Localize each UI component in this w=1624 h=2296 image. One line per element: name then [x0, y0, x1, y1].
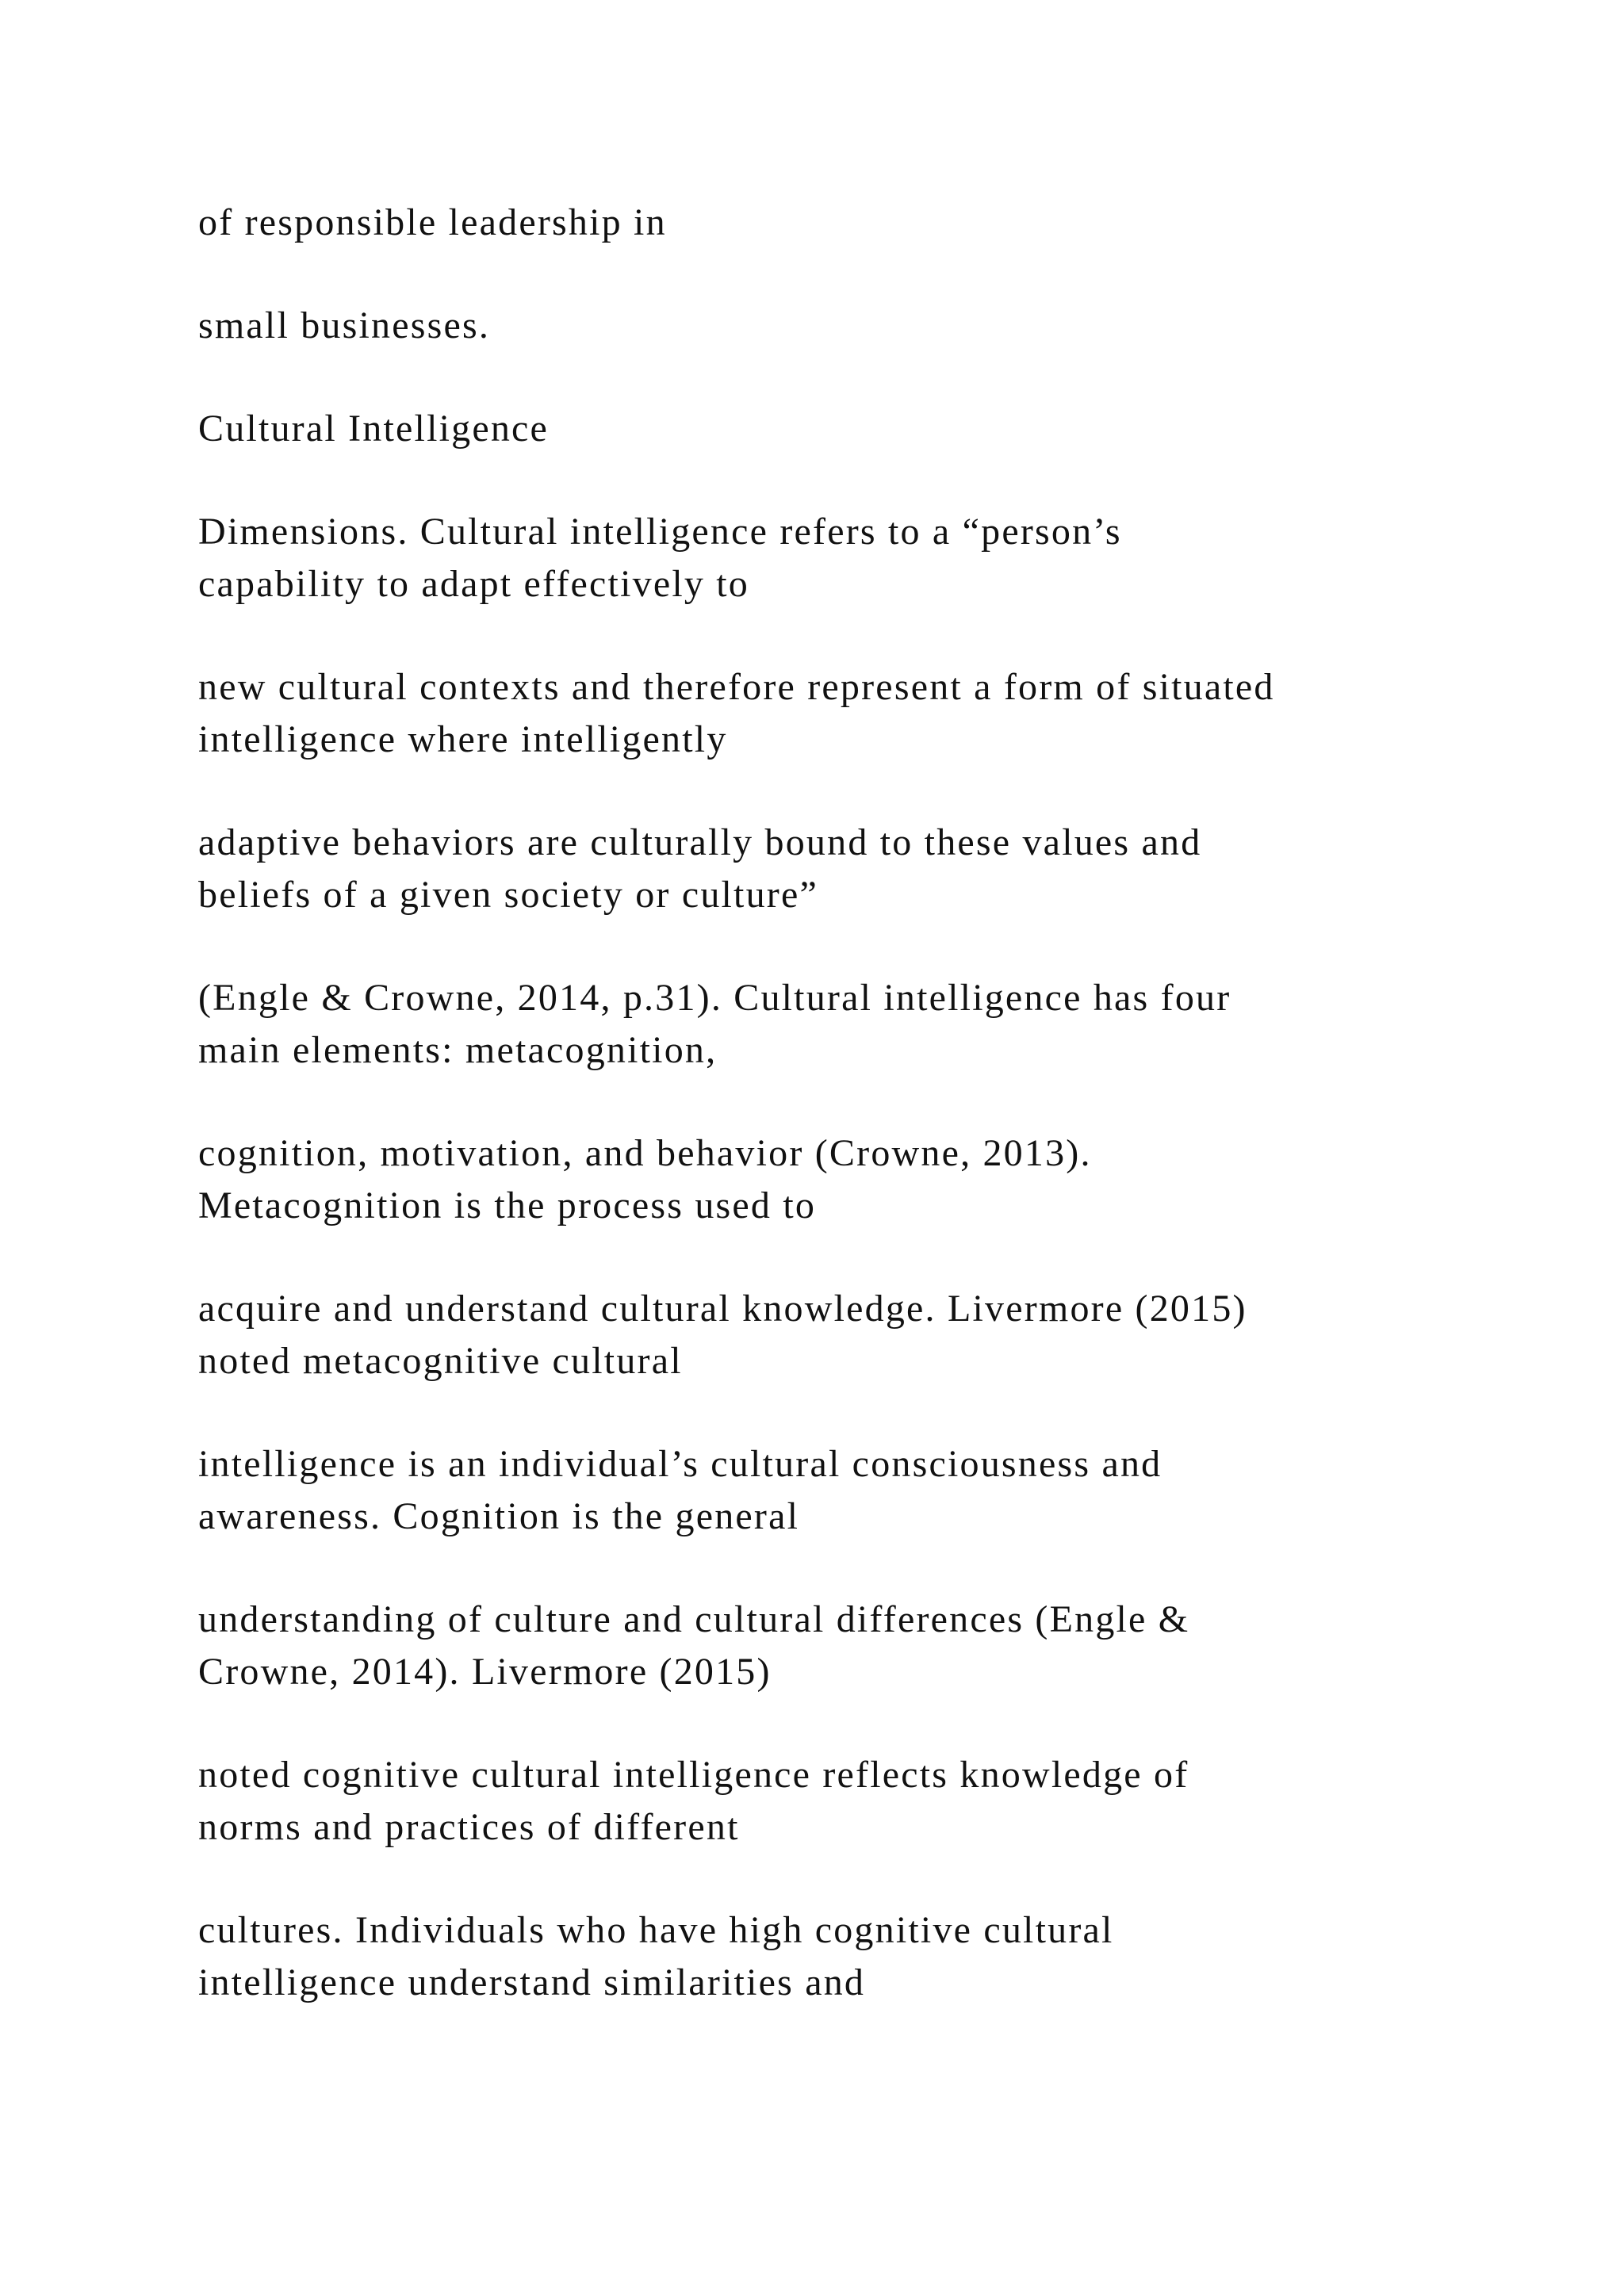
paragraph-9: [198, 1283, 1483, 1387]
document-body: [198, 197, 1483, 2060]
text-line: new cultural contexts and therefore represent a form of situated: [198, 666, 1275, 708]
paragraph-11: [198, 1594, 1483, 1698]
text-line: intelligence where intelligently: [198, 718, 728, 760]
paragraph-1: [198, 197, 1483, 249]
text-line: noted cognitive cultural intelligence reflects knowledge of: [198, 1754, 1189, 1796]
paragraph-5: [198, 661, 1483, 766]
text-line: intelligence is an individual’s cultural consciousness and: [198, 1443, 1162, 1485]
text-line: Metacognition is the process used to: [198, 1184, 817, 1226]
paragraph-4: [198, 506, 1483, 610]
text-line: noted metacognitive cultural: [198, 1340, 683, 1382]
paragraph-8: [198, 1127, 1483, 1232]
text-line: acquire and understand cultural knowledge. Livermore (2015): [198, 1288, 1247, 1330]
text-line: (Engle & Crowne, 2014, p.31). Cultural intelligence has four: [198, 977, 1231, 1019]
text-line: norms and practices of different: [198, 1806, 740, 1848]
text-line: small businesses.: [198, 304, 491, 346]
text-line: cultures. Individuals who have high cognitive cultural: [198, 1909, 1114, 1951]
paragraph-12: [198, 1749, 1483, 1854]
text-line: Crowne, 2014). Livermore (2015): [198, 1651, 772, 1693]
paragraph-13: [198, 1904, 1483, 2009]
text-line: of responsible leadership in: [198, 201, 667, 243]
text-line: Dimensions. Cultural intelligence refers to a “person’s: [198, 511, 1122, 553]
text-line: Cultural Intelligence: [198, 408, 550, 450]
text-line: cognition, motivation, and behavior (Crowne, 2013).: [198, 1132, 1092, 1174]
text-line: understanding of culture and cultural differences (Engle &: [198, 1598, 1190, 1640]
text-line: intelligence understand similarities and: [198, 1961, 866, 2003]
section-heading: [198, 403, 1483, 455]
text-line: awareness. Cognition is the general: [198, 1495, 800, 1537]
text-line: capability to adapt effectively to: [198, 563, 750, 605]
paragraph-2: [198, 300, 1483, 352]
text-line: main elements: metacognition,: [198, 1029, 718, 1071]
paragraph-6: [198, 817, 1483, 921]
paragraph-10: [198, 1438, 1483, 1543]
paragraph-7: [198, 972, 1483, 1077]
text-line: beliefs of a given society or culture”: [198, 874, 818, 916]
text-line: adaptive behaviors are culturally bound to these values and: [198, 821, 1202, 863]
